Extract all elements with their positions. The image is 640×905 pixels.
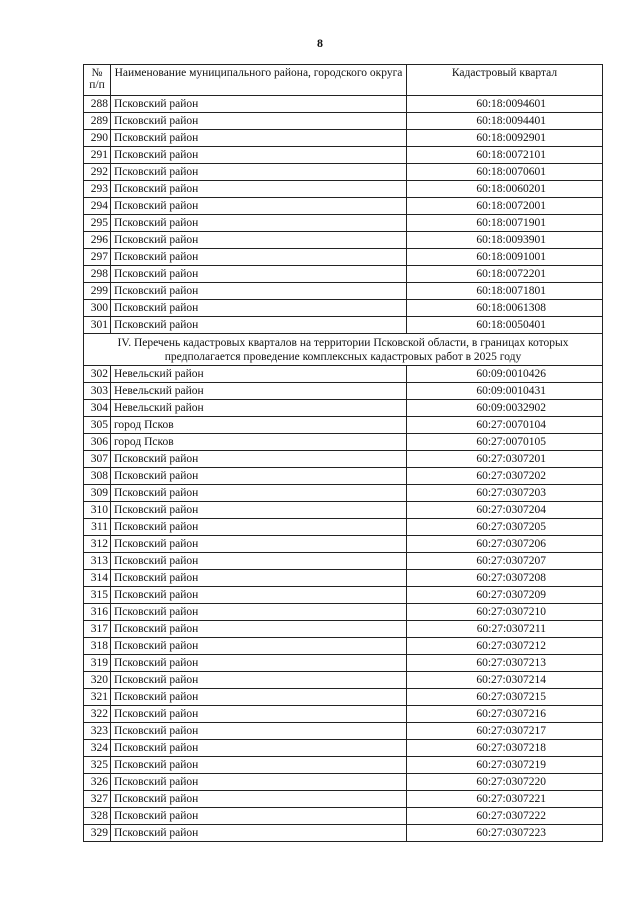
row-cadastral-quarter: 60:27:0307212: [407, 638, 603, 655]
row-cadastral-quarter: 60:18:0061308: [407, 300, 603, 317]
row-cadastral-quarter: 60:18:0072101: [407, 147, 603, 164]
row-number: 313: [84, 553, 111, 570]
row-district: Псковский район: [111, 604, 407, 621]
row-cadastral-quarter: 60:27:0307211: [407, 621, 603, 638]
row-district: город Псков: [111, 434, 407, 451]
row-district: Невельский район: [111, 400, 407, 417]
row-number: 324: [84, 740, 111, 757]
row-cadastral-quarter: 60:27:0307219: [407, 757, 603, 774]
row-district: Псковский район: [111, 621, 407, 638]
table-row: [84, 300, 603, 317]
row-number: 314: [84, 570, 111, 587]
row-district: Псковский район: [111, 553, 407, 570]
row-district: Псковский район: [111, 502, 407, 519]
row-district: Псковский район: [111, 249, 407, 266]
header-name: Наименование муниципального района, городского округа: [111, 65, 407, 96]
row-number: 325: [84, 757, 111, 774]
table-header-row: [84, 65, 603, 96]
row-district: Псковский район: [111, 164, 407, 181]
row-cadastral-quarter: 60:27:0307217: [407, 723, 603, 740]
row-number: 308: [84, 468, 111, 485]
row-cadastral-quarter: 60:18:0071901: [407, 215, 603, 232]
row-district: Псковский район: [111, 147, 407, 164]
row-cadastral-quarter: 60:27:0307207: [407, 553, 603, 570]
table-row: [84, 706, 603, 723]
row-number: 321: [84, 689, 111, 706]
row-number: 319: [84, 655, 111, 672]
table-row: [84, 774, 603, 791]
row-district: Псковский район: [111, 232, 407, 249]
table-row: [84, 249, 603, 266]
row-district: Невельский район: [111, 383, 407, 400]
row-number: 307: [84, 451, 111, 468]
table-row: [84, 400, 603, 417]
row-number: 306: [84, 434, 111, 451]
row-number: 298: [84, 266, 111, 283]
table-row: [84, 215, 603, 232]
row-cadastral-quarter: 60:27:0307208: [407, 570, 603, 587]
row-cadastral-quarter: 60:27:0307223: [407, 825, 603, 842]
row-district: Псковский район: [111, 485, 407, 502]
row-district: Псковский район: [111, 198, 407, 215]
row-number: 296: [84, 232, 111, 249]
table-row: [84, 451, 603, 468]
table-row: [84, 96, 603, 113]
table-row: [84, 383, 603, 400]
row-number: 299: [84, 283, 111, 300]
row-number: 317: [84, 621, 111, 638]
row-number: 305: [84, 417, 111, 434]
row-district: Псковский район: [111, 317, 407, 334]
table-row: [84, 147, 603, 164]
row-cadastral-quarter: 60:27:0070105: [407, 434, 603, 451]
row-number: 312: [84, 536, 111, 553]
row-number: 329: [84, 825, 111, 842]
cadastral-table: [83, 64, 603, 842]
row-cadastral-quarter: 60:27:0307213: [407, 655, 603, 672]
row-cadastral-quarter: 60:27:0307202: [407, 468, 603, 485]
table-row: [84, 164, 603, 181]
table-row: [84, 502, 603, 519]
table-row: [84, 553, 603, 570]
row-cadastral-quarter: 60:09:0010431: [407, 383, 603, 400]
row-number: 302: [84, 366, 111, 383]
table-row: [84, 366, 603, 383]
row-number: 301: [84, 317, 111, 334]
row-district: Псковский район: [111, 706, 407, 723]
row-district: Псковский район: [111, 638, 407, 655]
row-number: 291: [84, 147, 111, 164]
page-number: 8: [317, 36, 323, 50]
row-cadastral-quarter: 60:18:0071801: [407, 283, 603, 300]
table-row: [84, 825, 603, 842]
row-district: Псковский район: [111, 672, 407, 689]
row-district: Псковский район: [111, 181, 407, 198]
row-number: 322: [84, 706, 111, 723]
row-cadastral-quarter: 60:18:0094401: [407, 113, 603, 130]
row-cadastral-quarter: 60:27:0307215: [407, 689, 603, 706]
row-number: 327: [84, 791, 111, 808]
table-row: [84, 468, 603, 485]
table-row: [84, 283, 603, 300]
row-number: 311: [84, 519, 111, 536]
row-cadastral-quarter: 60:27:0307222: [407, 808, 603, 825]
row-cadastral-quarter: 60:27:0307203: [407, 485, 603, 502]
row-cadastral-quarter: 60:09:0010426: [407, 366, 603, 383]
row-district: Псковский район: [111, 740, 407, 757]
row-number: 297: [84, 249, 111, 266]
row-number: 310: [84, 502, 111, 519]
row-district: Псковский район: [111, 283, 407, 300]
row-district: Псковский район: [111, 757, 407, 774]
row-cadastral-quarter: 60:27:0307221: [407, 791, 603, 808]
table-row: [84, 417, 603, 434]
table-row: [84, 757, 603, 774]
table-row: [84, 266, 603, 283]
row-cadastral-quarter: 60:27:0307204: [407, 502, 603, 519]
row-cadastral-quarter: 60:18:0093901: [407, 232, 603, 249]
row-district: Псковский район: [111, 570, 407, 587]
row-cadastral-quarter: 60:18:0050401: [407, 317, 603, 334]
table-row: [84, 740, 603, 757]
row-number: 288: [84, 96, 111, 113]
row-number: 293: [84, 181, 111, 198]
row-district: Псковский район: [111, 468, 407, 485]
row-number: 295: [84, 215, 111, 232]
table-row: [84, 621, 603, 638]
row-cadastral-quarter: 60:27:0070104: [407, 417, 603, 434]
table-row: [84, 791, 603, 808]
row-cadastral-quarter: 60:18:0060201: [407, 181, 603, 198]
section-row: [84, 334, 603, 366]
row-district: Псковский район: [111, 113, 407, 130]
row-district: город Псков: [111, 417, 407, 434]
row-cadastral-quarter: 60:27:0307201: [407, 451, 603, 468]
row-number: 323: [84, 723, 111, 740]
row-cadastral-quarter: 60:27:0307209: [407, 587, 603, 604]
row-number: 326: [84, 774, 111, 791]
row-district: Псковский район: [111, 655, 407, 672]
row-cadastral-quarter: 60:27:0307216: [407, 706, 603, 723]
table-row: [84, 536, 603, 553]
table-row: [84, 232, 603, 249]
table-row: [84, 130, 603, 147]
row-number: 304: [84, 400, 111, 417]
row-district: Псковский район: [111, 791, 407, 808]
row-number: 292: [84, 164, 111, 181]
table-row: [84, 198, 603, 215]
row-district: Невельский район: [111, 366, 407, 383]
row-number: 303: [84, 383, 111, 400]
row-number: 316: [84, 604, 111, 621]
header-quarter: Кадастровый квартал: [407, 65, 603, 96]
table-body: [84, 96, 603, 842]
table-row: [84, 604, 603, 621]
table-row: [84, 181, 603, 198]
row-district: Псковский район: [111, 96, 407, 113]
row-district: Псковский район: [111, 536, 407, 553]
row-district: Псковский район: [111, 723, 407, 740]
row-cadastral-quarter: 60:18:0070601: [407, 164, 603, 181]
row-cadastral-quarter: 60:27:0307218: [407, 740, 603, 757]
row-number: 328: [84, 808, 111, 825]
row-cadastral-quarter: 60:27:0307220: [407, 774, 603, 791]
row-number: 300: [84, 300, 111, 317]
row-number: 289: [84, 113, 111, 130]
table-row: [84, 434, 603, 451]
table-row: [84, 723, 603, 740]
row-number: 320: [84, 672, 111, 689]
table-row: [84, 587, 603, 604]
table-row: [84, 672, 603, 689]
row-cadastral-quarter: 60:18:0072001: [407, 198, 603, 215]
row-number: 318: [84, 638, 111, 655]
row-district: Псковский район: [111, 689, 407, 706]
row-number: 294: [84, 198, 111, 215]
row-district: Псковский район: [111, 300, 407, 317]
row-number: 315: [84, 587, 111, 604]
row-cadastral-quarter: 60:27:0307205: [407, 519, 603, 536]
row-district: Псковский район: [111, 519, 407, 536]
table-row: [84, 317, 603, 334]
table-row: [84, 570, 603, 587]
table-row: [84, 655, 603, 672]
row-district: Псковский район: [111, 774, 407, 791]
row-district: Псковский район: [111, 451, 407, 468]
row-district: Псковский район: [111, 808, 407, 825]
row-district: Псковский район: [111, 587, 407, 604]
row-cadastral-quarter: 60:09:0032902: [407, 400, 603, 417]
table-row: [84, 638, 603, 655]
table-row: [84, 519, 603, 536]
row-cadastral-quarter: 60:18:0091001: [407, 249, 603, 266]
row-district: Псковский район: [111, 215, 407, 232]
section-title: IV. Перечень кадастровых кварталов на территории Псковской области, в границах которых предполагается проведение комплексных кадастровых работ в 2025 году: [84, 334, 603, 366]
row-number: 309: [84, 485, 111, 502]
header-number: № п/п: [84, 65, 111, 96]
row-cadastral-quarter: 60:18:0092901: [407, 130, 603, 147]
row-cadastral-quarter: 60:27:0307206: [407, 536, 603, 553]
row-cadastral-quarter: 60:18:0094601: [407, 96, 603, 113]
table-row: [84, 808, 603, 825]
row-district: Псковский район: [111, 825, 407, 842]
table-row: [84, 485, 603, 502]
row-district: Псковский район: [111, 130, 407, 147]
row-cadastral-quarter: 60:27:0307214: [407, 672, 603, 689]
row-district: Псковский район: [111, 266, 407, 283]
row-number: 290: [84, 130, 111, 147]
table-row: [84, 113, 603, 130]
row-cadastral-quarter: 60:18:0072201: [407, 266, 603, 283]
row-cadastral-quarter: 60:27:0307210: [407, 604, 603, 621]
table-row: [84, 689, 603, 706]
